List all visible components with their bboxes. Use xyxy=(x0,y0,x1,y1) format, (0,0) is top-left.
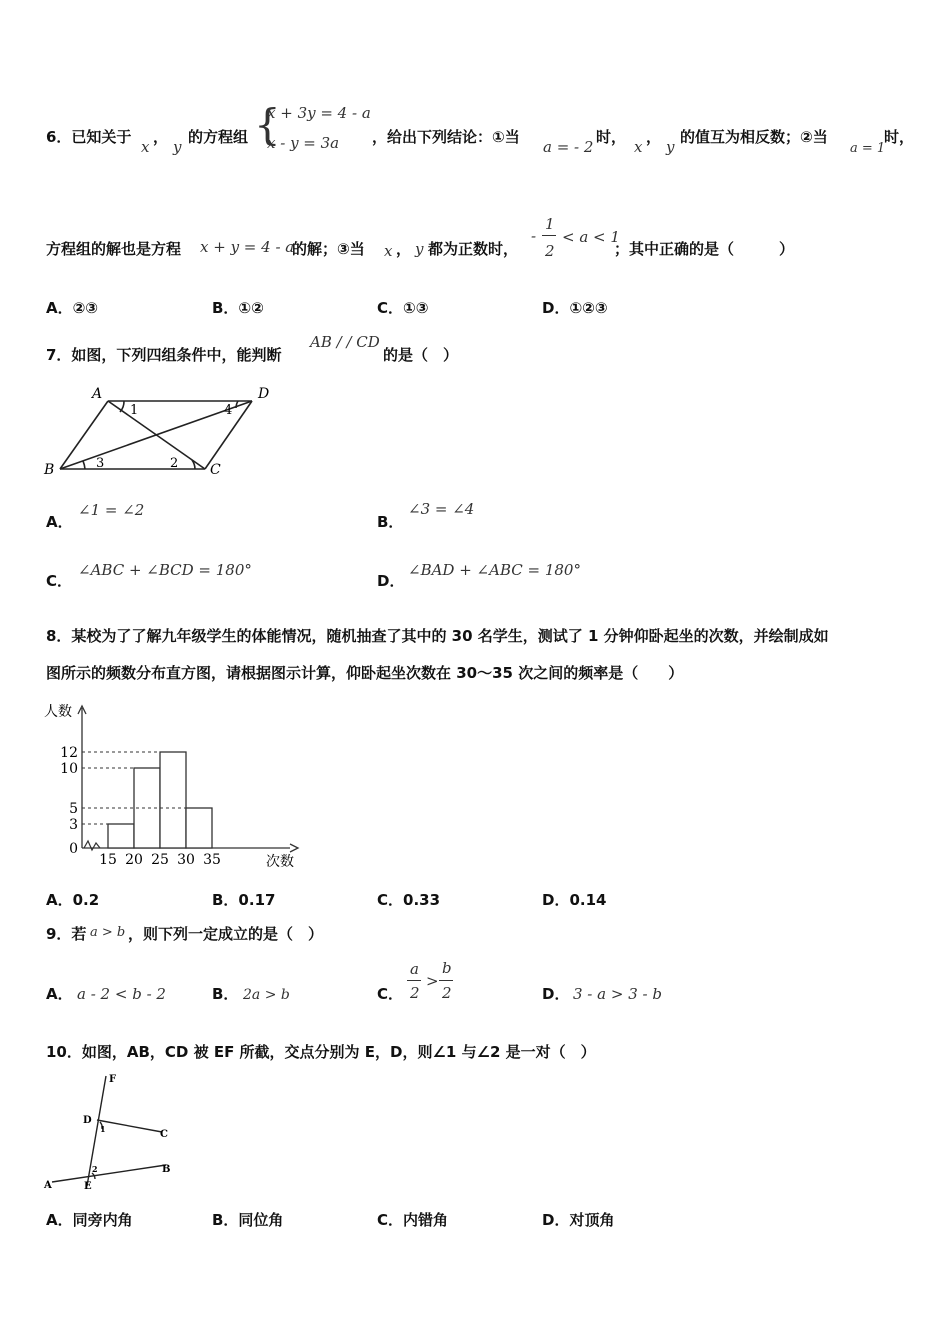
q7-stem-a: 7．如图，下列四组条件中，能判断 xyxy=(46,346,282,364)
q9-option-d-math[interactable]: 3 - a > 3 - b xyxy=(573,985,662,1003)
q9-option-c-rel: > xyxy=(426,972,439,990)
q9-stem-b: ，则下列一定成立的是（ ） xyxy=(128,925,324,943)
q9-stem-a: 9．若 xyxy=(46,925,87,943)
q6-frac-bar xyxy=(542,235,556,236)
histogram-ytick-5: 5 xyxy=(69,801,78,817)
q6-var-x2: x xyxy=(634,138,643,156)
histogram-bar-30-35 xyxy=(186,808,212,848)
q10-option-b[interactable]: B．同位角 xyxy=(212,1211,284,1229)
q6-text-c: ，给出下列结论：①当 xyxy=(372,128,520,146)
histogram-ytick-3: 3 xyxy=(69,817,78,833)
q8-option-c[interactable]: C．0.33 xyxy=(377,891,441,909)
q10-label-c: C xyxy=(160,1129,168,1140)
q9-option-c-num2: b xyxy=(442,959,452,977)
q6-eq2: x - y = 3a xyxy=(267,134,340,152)
q7-label-b: B xyxy=(44,462,55,478)
q6-frac-num: 1 xyxy=(545,215,555,233)
q9-option-c-label[interactable]: C． xyxy=(377,985,404,1003)
q6-brace: { xyxy=(254,100,281,149)
q7-option-d-math[interactable]: ∠BAD + ∠ABC = 180° xyxy=(408,561,581,579)
q9-option-c-den2: 2 xyxy=(442,984,452,1002)
q10-label-d: D xyxy=(83,1115,92,1126)
q6-var-y: y xyxy=(173,138,182,156)
q10-label-f: F xyxy=(109,1074,117,1085)
histogram-xtick-15: 15 xyxy=(99,852,117,868)
q6-text-d: 时， xyxy=(596,128,627,146)
q6-option-b[interactable]: B．①② xyxy=(212,299,264,317)
q10-angle-2: 2 xyxy=(92,1164,98,1174)
q7-arc-1 xyxy=(120,401,124,412)
q7-stem-math: AB / / CD xyxy=(310,333,380,351)
q6-var-y2: y xyxy=(666,138,675,156)
q6-text-f: 时， xyxy=(884,128,915,146)
q6-var-x3: x xyxy=(384,242,393,260)
q10-option-d[interactable]: D．对顶角 xyxy=(542,1211,615,1229)
q7-figure xyxy=(40,384,280,484)
q10-label-e: E xyxy=(84,1181,92,1192)
histogram-x-arrow xyxy=(290,844,298,852)
q6-option-a[interactable]: A．②③ xyxy=(46,299,99,317)
histogram-bar-15-20 xyxy=(108,824,134,848)
q10-option-a[interactable]: A．同旁内角 xyxy=(46,1211,133,1229)
histogram-ytick-10: 10 xyxy=(60,761,78,777)
q10-line-dc xyxy=(97,1120,162,1132)
q9-option-c-bar2 xyxy=(439,980,453,981)
q10-angle-1: 1 xyxy=(100,1124,106,1134)
histogram-xtick-20: 20 xyxy=(125,852,143,868)
q9-option-a-label[interactable]: A． xyxy=(46,985,73,1003)
q6-eq1: x + 3y = 4 - a xyxy=(267,104,371,122)
q7-option-b-label[interactable]: B． xyxy=(377,513,404,531)
q9-option-c-bar1 xyxy=(407,980,421,981)
histogram-xtick-35: 35 xyxy=(203,852,221,868)
q6-comma2: ， xyxy=(646,128,662,146)
histogram-ylabel: 人数 xyxy=(44,704,72,720)
histogram-bar-25-30 xyxy=(160,752,186,848)
q6-frac-den: 2 xyxy=(545,242,555,260)
q6-ineq-tail: < a < 1 xyxy=(562,228,620,246)
q8-option-b[interactable]: B．0.17 xyxy=(212,891,276,909)
q6-line2-c: 都为正数时， xyxy=(428,240,519,258)
q6-text-e: 的值互为相反数；②当 xyxy=(680,128,828,146)
q6-var-x: x xyxy=(141,138,150,156)
histogram-ytick-12: 12 xyxy=(60,745,78,761)
q7-option-b-math[interactable]: ∠3 = ∠4 xyxy=(408,500,475,518)
q9-option-b-math[interactable]: 2a > b xyxy=(243,987,290,1003)
q10-label-b: B xyxy=(162,1164,171,1175)
q6-minus: - xyxy=(531,227,537,245)
q7-label-d: D xyxy=(258,386,270,402)
q9-option-d-label[interactable]: D． xyxy=(542,985,570,1003)
q6-text-a: 6．已知关于 xyxy=(46,128,132,146)
q8-option-d[interactable]: D．0.14 xyxy=(542,891,607,909)
histogram-xtick-30: 30 xyxy=(177,852,195,868)
q6-line2-d: ；其中正确的是（ ） xyxy=(614,240,795,258)
q9-option-a-math[interactable]: a - 2 < b - 2 xyxy=(77,985,166,1003)
q7-option-c-math[interactable]: ∠ABC + ∠BCD = 180° xyxy=(78,561,252,579)
q10-option-c[interactable]: C．内错角 xyxy=(377,1211,449,1229)
q6-option-d[interactable]: D．①②③ xyxy=(542,299,608,317)
q7-option-a-math[interactable]: ∠1 = ∠2 xyxy=(78,501,145,519)
histogram-xtick-25: 25 xyxy=(151,852,169,868)
q6-eq3: x + y = 4 - a xyxy=(200,238,295,256)
histogram-xlabel: 次数 xyxy=(266,854,294,870)
histogram-ytick-0: 0 xyxy=(69,841,78,857)
q9-option-c-den1: 2 xyxy=(410,984,420,1002)
histogram-axis-break xyxy=(84,841,100,850)
q6-comma3: ， xyxy=(396,240,412,258)
q7-option-a-label[interactable]: A． xyxy=(46,513,73,531)
q6-line2-a: 方程组的解也是方程 xyxy=(46,240,182,258)
q7-label-c: C xyxy=(210,462,221,478)
q7-label-a: A xyxy=(92,386,103,402)
q10-figure xyxy=(40,1070,190,1195)
q6-line2-b: 的解；③当 xyxy=(292,240,365,258)
q8-histogram xyxy=(40,700,305,872)
q8-line2: 图所示的频数分布直方图，请根据图示计算，仰卧起坐次数在 30～35 次之间的频率是（ ） xyxy=(46,664,684,682)
q6-var-y3: y xyxy=(415,240,424,258)
q9-stem-math: a > b xyxy=(90,925,126,940)
q6-comma: ， xyxy=(153,128,169,146)
q7-option-d-label[interactable]: D． xyxy=(377,572,405,590)
q7-option-c-label[interactable]: C． xyxy=(46,572,73,590)
q7-angle-3: 3 xyxy=(96,456,105,471)
q7-angle-2: 2 xyxy=(170,456,179,471)
q6-cond1: a = - 2 xyxy=(543,138,594,156)
q10-label-a: A xyxy=(44,1180,52,1191)
q10-stem: 10．如图，AB，CD 被 EF 所截，交点分别为 E，D，则∠1 与∠2 是一对（ ） xyxy=(46,1043,596,1061)
q8-line1: 8．某校为了了解九年级学生的体能情况，随机抽查了其中的 30 名学生，测试了 1 分钟仰卧起坐的次数，并绘制成如 xyxy=(46,627,829,645)
q10-line-ab xyxy=(52,1165,166,1182)
q7-arc-3 xyxy=(83,461,85,469)
q6-option-c[interactable]: C．①③ xyxy=(377,299,429,317)
q9-option-b-label[interactable]: B． xyxy=(212,985,239,1003)
q7-stem-b: 的是（ ） xyxy=(383,346,459,364)
q6-cond2: a = 1 xyxy=(850,141,886,156)
q8-option-a[interactable]: A．0.2 xyxy=(46,891,100,909)
q6-text-b: 的方程组 xyxy=(188,128,249,146)
q7-angle-4: 4 xyxy=(224,403,233,418)
q7-angle-1: 1 xyxy=(130,403,139,418)
q9-option-c-num1: a xyxy=(410,960,419,978)
